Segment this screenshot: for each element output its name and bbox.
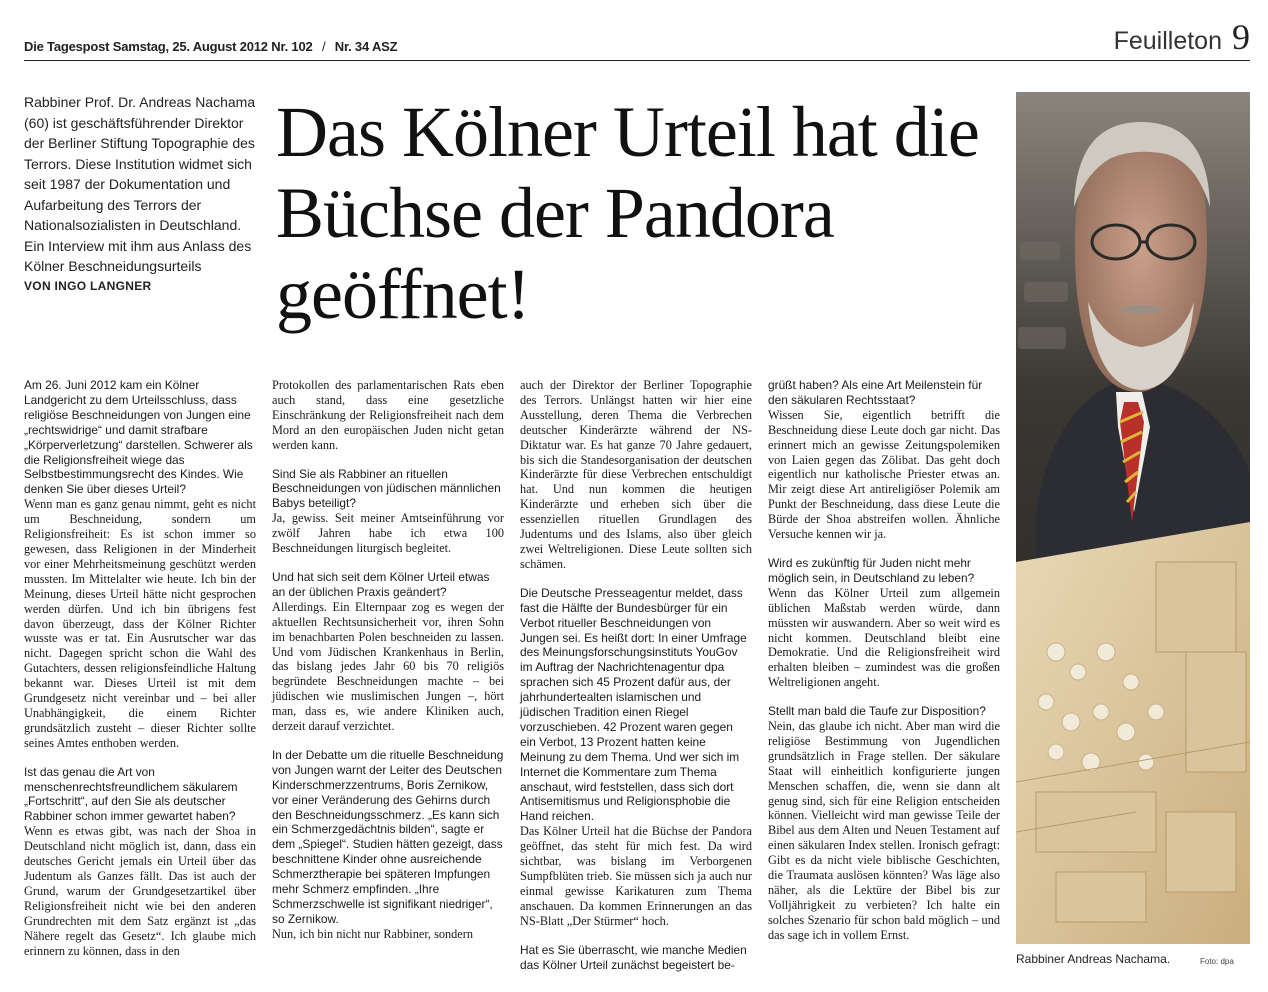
volume-number: Nr. 34	[334, 39, 369, 54]
article-column-4	[768, 378, 1000, 943]
page-header	[24, 17, 1250, 61]
intro-block	[24, 92, 256, 295]
interview-answer: Wenn man es ganz genau nimmt, geht es nicht um Beschneidung, sondern um Religionsfreiheit: Es ist schon immer so gewesen, dass Religionen in der Minderheit vor einer Mehrheitsmeinung geschützt werden mussten. Im Mittelalter wie heute. Ich bin der Meinung, dieses Urteil hätte nicht gesprochen werden dürfen. Und ich bin übrigens fest davon überzeugt, dass der Kölner Richter wusste was er tat. Ein Ausrutscher war das nicht. Dagegen spricht schon die Wahl des Gutachters, dessen religionsfeindliche Haltung bekannt war. Dieses Urteil ist mit dem Grundgesetz nicht vereinbar und – bei aller Unabhängigkeit, die einem Richter grundsätzlich zusteht – dieser Richter sollte seines Amtes enthoben werden.	[24, 497, 256, 750]
issue-date: Samstag, 25. August 2012	[112, 39, 268, 54]
interview-answer: Wenn es etwas gibt, was nach der Shoa in Deutschland nicht möglich ist, dann, dass ein deutsches Gericht jemals ein Urteil über das Judentum als Ganzes fällt. Das ist auch der Grund, warum der Grundgesetzartikel über Religionsfreiheit nicht wie bei den anderen Grundrechten mit dem Satz ergänzt ist „das Nähere regelt das Gesetz“. Ich glaube mich erinnern zu können, dass in den	[24, 824, 256, 958]
interview-answer: Protokollen des parlamentarischen Rats eben auch stand, dass eine gesetzliche Einschränkung der Religionsfreiheit nach dem Mord an den europäischen Juden nicht getan werden kann.	[272, 378, 504, 452]
interview-answer: Nein, das glaube ich nicht. Aber man wird die religiöse Bestimmung von Jugendlichen grundsätzlich in Frage stellen. Der säkulare Staat will einheitlich konfigurierte jungen Menschen schaffen, die, wenn sie dann alt genug sind, sich für eine Religion entscheiden können. Vielleicht wird man gewisse Teile der Bibel aus dem Alten und Neuen Testament auf einen säkularen Index stellen. Ironisch gefragt: Gibt es da nicht viele biblische Geschichten, die Traumata auslösen könnten? Was läge also näher, als die Lektüre der Bibel bis zur Volljährigkeit zu verbieten? Ich halte ein solches Szenario für schon bald möglich – und das sage ich in vollem Ernst.	[768, 719, 1000, 942]
portrait-photo	[1016, 92, 1250, 944]
interview-question: Und hat sich seit dem Kölner Urteil etwas an der üblichen Praxis geändert?	[272, 569, 490, 599]
interview-answer: Ja, gewiss. Seit meiner Amtseinführung vor zwölf Jahren habe ich etwa 100 Beschneidungen liturgisch begleitet.	[272, 511, 504, 556]
photo-credit: Foto: dpa	[1200, 957, 1234, 966]
interview-answer: Nun, ich bin nicht nur Rabbiner, sondern	[272, 926, 474, 941]
interview-question: Ist das genau die Art von menschenrechtsfreundlichem säkularem „Fortschritt“, auf den Sie als deutscher Rabbiner schon immer gewartet haben?	[24, 764, 238, 824]
page-number: 9	[1232, 17, 1250, 57]
intro-text: Rabbiner Prof. Dr. Andreas Nachama (60) ist geschäftsführender Direktor der Berliner Stiftung Topographie des Terrors. Diese Institution widmet sich seit 1987 der Dokumentation und Aufarbeitung des Terrors der Nationalsozialisten in Deutschland. Ein Interview mit ihm aus Anlass des Kölner Beschneidungsurteils	[24, 94, 256, 274]
edition-code: ASZ	[371, 39, 398, 54]
photo-caption: Rabbiner Andreas Nachama.	[1016, 952, 1171, 966]
article-column-1	[24, 378, 256, 958]
interview-question: Hat es Sie überrascht, wie manche Medien das Kölner Urteil zunächst begeistert be-	[520, 942, 747, 972]
interview-question: Wird es zukünftig für Juden nicht mehr möglich sein, in Deutschland zu leben?	[768, 555, 975, 585]
masthead-info	[24, 39, 397, 54]
interview-answer: Allerdings. Ein Elternpaar zog es wegen der aktuellen Rechtsunsicherheit vor, ihren Sohn im benachbarten Polen beschneiden zu lassen. Und vom Jüdischen Krankenhaus in Berlin, das bislang jedes Jahr 60 bis 70 religiös begründete Beschneidungen machte – bei jüdischen wie muslimischen Jungen –, hört man, dass es, wie andere Kliniken auch, derzeit darauf verzichtet.	[272, 599, 504, 734]
interview-question: Die Deutsche Presseagentur meldet, dass fast die Hälfte der Bundesbürger für ein Verbot ritueller Beschneidungen von Jungen sei. Es heißt dort: In einer Umfrage des Meinungsforschungsinstituts YouGov im Auftrag der Nachrichtenagentur dpa sprachen sich 45 Prozent dafür aus, der jahrhundertealten islamischen und jüdischen Tradition einen Riegel vorzuschieben. 42 Prozent waren gegen ein Verbot, 13 Prozent hatten keine Meinung zu dem Thema. Und wer sich im Internet die Kommentare zum Thema anschaut, wird feststellen, dass sich dort Antisemitismus und Religionsphobie die Hand reichen.	[520, 585, 747, 824]
interview-answer: Wenn das Kölner Urteil zum allgemein üblichen Maßstab werden würde, dann müssten wir auswandern. Aber so weit wird es nicht kommen. Deutschland bleibt eine Demokratie. Und die Religionsfreiheit wird erhalten bleiben – zumindest was die großen Weltreligionen angeht.	[768, 585, 1000, 690]
article-column-2	[272, 378, 504, 942]
interview-answer: auch der Direktor der Berliner Topographie des Terrors. Unlängst hatten wir hier eine Ausstellung, deren Thema die Verbrechen deutscher Kinderärzte während der NS-Diktatur war. Es hat ganze 70 Jahre gedauert, bis sich die Standesorganisation der deutschen Kinderärzte für diese Verbrechen entschuldigt hat. Und nun kommen die heutigen Kinderärzte und erheben sich über die essenziellen rituellen Grundlagen des Judentums und des Islams, also über gleich zwei Weltreligionen. Diese Leute sollten sich schämen.	[520, 378, 752, 571]
interview-question: Stellt man bald die Taufe zur Disposition?	[768, 704, 986, 719]
headline: Das Kölner Urteil hat die Büchse der Pandora geöffnet!	[276, 92, 979, 334]
interview-question: Sind Sie als Rabbiner an rituellen Beschneidungen von jüdischen männlichen Babys beteiligt?	[272, 466, 501, 511]
interview-question: grüßt haben? Als eine Art Meilenstein für den säkularen Rechtsstaat?	[768, 378, 983, 407]
interview-question: In der Debatte um die rituelle Beschneidung von Jungen warnt der Leiter des Deutschen Kinderschmerzzentrums, Boris Zernikow, vor einer Veränderung des Gehirns durch den Beschneidungsschmerz. „Es kann sich ein Schmerzgedächtnis bilden“, sagte er dem „Spiegel“. Studien hätten gezeigt, dass beschnittene Kinder ohne ausreichende Schmerztherapie bei späteren Impfungen mehr Schmerz empfinden. „Ihre Schmerzschwelle ist signifikant niedriger“, so Zernikow.	[272, 747, 504, 926]
section-name: Feuilleton	[1113, 27, 1222, 55]
byline: VON INGO LANGNER	[24, 278, 152, 293]
issue-number: Nr. 102	[271, 39, 313, 54]
header-separator: /	[321, 39, 326, 54]
section-label	[1114, 16, 1250, 58]
interview-answer: Wissen Sie, eigentlich betrifft die Beschneidung diese Leute doch gar nicht. Das erinnert mich an gewisse Zeitungspolemiken von Laien gegen das Zölibat. Das geht doch eigentlich nur katholische Priester etwas an. Mir zeigt diese Art antireligiöser Polemik am Punkt der Beschneidung, dass diese Leute die Bürde der Shoa abstreifen wollen. Ähnliche Versuche kennen wir ja.	[768, 407, 1000, 542]
interview-question: Am 26. Juni 2012 kam ein Kölner Landgericht zu dem Urteilsschluss, dass religiöse Beschneidungen von Jungen eine „rechtswidrige“ und damit strafbare „Körperverletzung“ darstellen. Schwerer als die Religionsfreiheit wiege das Selbstbestimmungsrecht des Kindes. Wie denken Sie über dieses Urteil?	[24, 378, 253, 497]
interview-answer: Das Kölner Urteil hat die Büchse der Pandora geöffnet, das steht für mich fest. Da wird sichtbar, was bislang im Verborgenen Sumpfblüten trieb. Sie müssen sich ja auch nur einmal gewisse Karikaturen zum Thema anschauen. Da kommen Erinnerungen an das NS-Blatt „Der Stürmer“ hoch.	[520, 824, 752, 928]
article-column-3	[520, 378, 752, 972]
paper-name: Die Tagespost	[24, 39, 110, 54]
photo-illustration	[1016, 92, 1250, 944]
